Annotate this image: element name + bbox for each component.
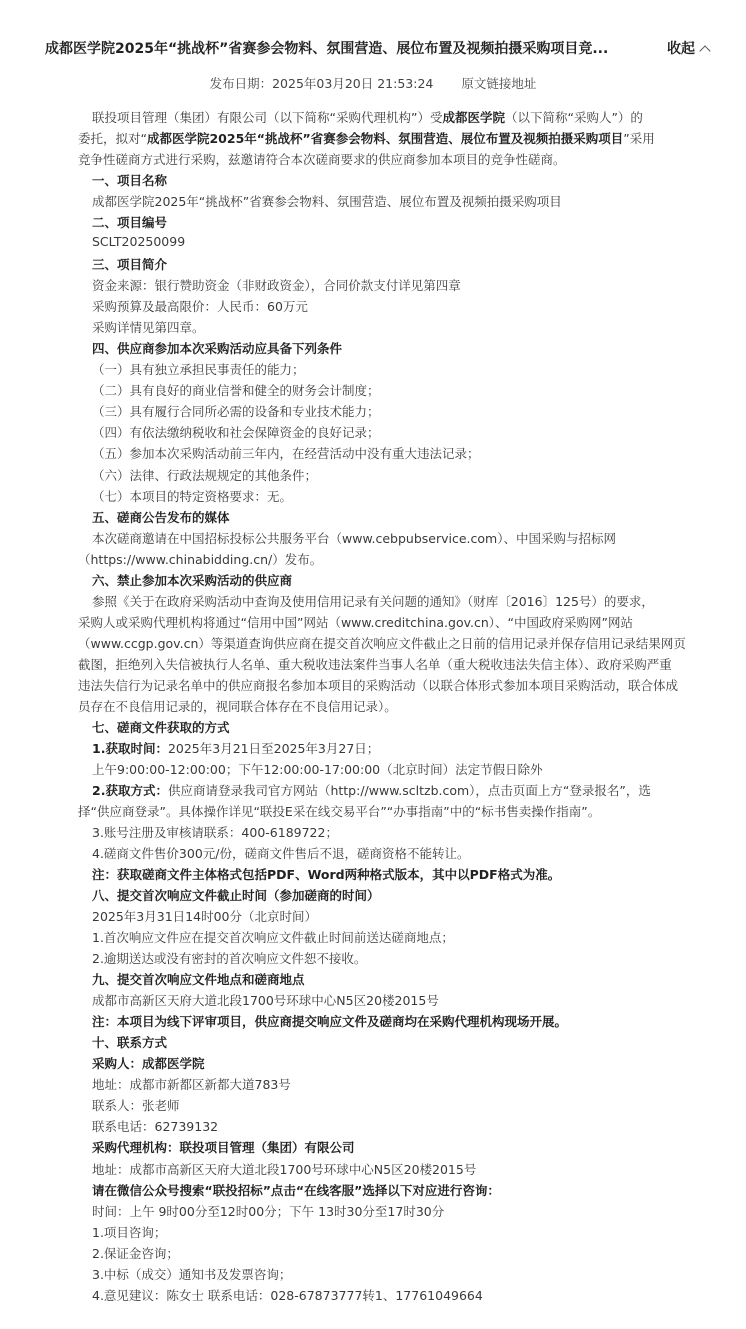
body-line — [78, 676, 678, 694]
text: 3.账号注册及审核请联系：400-6189722； — [92, 825, 338, 841]
text: 2.逾期送达或没有密封的首次响应文件恕不接收。 — [92, 951, 367, 967]
body-line — [92, 823, 338, 841]
body-line — [92, 1244, 179, 1262]
bold-text: 1.获取时间： — [92, 740, 168, 756]
text: 成都医学院2025年“挑战杯”省赛参会物料、氛围营造、展位布置及视频拍摄采购项目 — [92, 194, 562, 210]
bold-text: 采购代理机构：联投项目管理（集团）有限公司 — [92, 1140, 355, 1156]
bold-text: 七、磋商文件获取的方式 — [92, 719, 230, 735]
body-line — [92, 339, 342, 357]
text: 采购人或采购代理机构将通过“信用中国”网站（www.creditchina.gov.cn）、“中国政府采购网”网站 — [78, 614, 633, 630]
body-line — [92, 276, 461, 294]
bold-text: 九、提交首次响应文件地点和磋商地点 — [92, 972, 305, 988]
text: 2.保证金咨询； — [92, 1245, 179, 1261]
body-line — [78, 550, 322, 568]
body-line — [92, 1033, 167, 1051]
text: 采购详情见第四章。 — [92, 320, 205, 336]
body-line — [92, 318, 205, 336]
body-line — [92, 1054, 205, 1072]
text: 2025年3月31日14时00分（北京时间） — [92, 909, 317, 925]
body-line — [92, 949, 366, 967]
source-link[interactable]: 原文链接地址 — [461, 76, 537, 91]
body-line — [92, 1096, 180, 1114]
body-line — [92, 444, 480, 462]
body-line — [92, 255, 167, 273]
text: 采购预算及最高限价：人民币：60万元 — [92, 299, 308, 315]
body-line — [92, 592, 654, 610]
body-line — [78, 129, 655, 147]
text: 联系人：张老师 — [92, 1098, 180, 1114]
body-line — [92, 1265, 291, 1283]
text: 3.中标（成交）通知书及发票咨询； — [92, 1266, 292, 1282]
text: （四）有依法缴纳税收和社会保障资金的良好记录； — [92, 425, 380, 441]
text: 本次磋商邀请在中国招标投标公共服务平台（www.cebpubservice.com）、中国采购与招标网 — [92, 530, 616, 546]
bold-text: 六、禁止参加本次采购活动的供应商 — [92, 572, 293, 588]
text: （三）具有履行合同所必需的设备和专业技术能力； — [92, 404, 380, 420]
bold-text: 注：本项目为线下评审项目，供应商提交响应文件及磋商均在采购代理机构现场开展。 — [92, 1014, 568, 1030]
text: （https://www.chinabidding.cn/）发布。 — [78, 551, 323, 567]
body-line — [92, 466, 317, 484]
text: 委托，拟对“ — [78, 131, 147, 147]
body-line — [78, 655, 672, 673]
text: 联系电话：62739132 — [92, 1119, 219, 1135]
text: （www.ccgp.gov.cn）等渠道查询供应商在提交首次响应文件截止之日前的信用记录并保存信用记录结果网页 — [78, 635, 686, 651]
body-line — [92, 991, 439, 1009]
body-line — [78, 613, 633, 631]
publish-meta — [15, 74, 731, 92]
body-line — [78, 150, 566, 168]
body-line — [92, 108, 643, 126]
text: SCLT20250099 — [92, 234, 186, 250]
text: 时间：上午 9时00分至12时00分；下午 13时30分至17时30分 — [92, 1203, 445, 1219]
text: 1.首次响应文件应在提交首次响应文件截止时间前送达磋商地点； — [92, 930, 454, 946]
bold-text: 四、供应商参加本次采购活动应具备下列条件 — [92, 341, 343, 357]
body-line — [92, 297, 308, 315]
body-line — [92, 234, 185, 249]
body-line — [92, 886, 380, 904]
bold-text: 注：获取磋商文件主体格式包括PDF、Word两种格式版本，其中以PDF格式为准。 — [92, 867, 561, 883]
body-line — [92, 213, 167, 231]
text: （以下简称“采购人”）的 — [504, 110, 643, 125]
body-line — [92, 1223, 166, 1241]
text: 地址：成都市高新区天府大道北段1700号环球中心N5区20楼2015号 — [92, 1161, 477, 1177]
bold-text: 采购人：成都医学院 — [92, 1056, 205, 1072]
text: 成都市高新区天府大道北段1700号环球中心N5区20楼2015号 — [92, 993, 439, 1009]
text: 参照《关于在政府采购活动中查询及使用信用记录有关问题的通知》（财库〔2016〕125号）的要求， — [92, 593, 654, 609]
body-line — [92, 781, 651, 799]
text: ”采用 — [623, 131, 655, 147]
text: 资金来源：银行赞助资金（非财政资金），合同价款支付详见第四章 — [92, 278, 461, 294]
bold-text: 十、联系方式 — [92, 1035, 168, 1051]
bold-text: 五、磋商公告发布的媒体 — [92, 509, 230, 525]
text: 违法失信行为记录名单中的供应商报名参加本项目的采购活动（以联合体形式参加本项目采购活动，联合体成 — [78, 677, 679, 693]
collapse-label: 收起 — [667, 41, 695, 57]
body-line — [92, 760, 543, 778]
body-line — [92, 423, 380, 441]
body-line — [78, 634, 686, 652]
text: 竞争性磋商方式进行采购，兹邀请符合本次磋商要求的供应商参加本项目的竞争性磋商。 — [78, 152, 566, 168]
text: 4.磋商文件售价300元/份，磋商文件售后不退，磋商资格不能转让。 — [92, 846, 470, 862]
body-line — [92, 360, 305, 378]
body-line — [92, 1117, 218, 1135]
text: 择“供应商登录”。具体操作详见“联投E采在线交易平台”“办事指南”中的“标书售卖操作指南”。 — [78, 803, 601, 819]
announcement-title: 成都医学院2025年“挑战杯”省赛参会物料、氛围营造、展位布置及视频拍摄采购项目竞... — [45, 41, 609, 57]
text: 员存在不良信用记录的，视同联合体存在不良信用记录）。 — [78, 698, 397, 714]
body-line — [92, 1138, 355, 1156]
text: 4.意见建议：陈女士 联系电话：028-67873777转1、17761049664 — [92, 1287, 483, 1303]
text: 2025年3月21日至2025年3月27日； — [167, 740, 380, 756]
body-line — [92, 487, 292, 505]
body-line — [92, 970, 305, 988]
body-line — [92, 739, 379, 757]
bold-text: 八、提交首次响应文件截止时间（参加磋商的时间） — [92, 888, 380, 904]
body-line — [92, 1012, 567, 1030]
body-line — [92, 402, 380, 420]
body-line — [92, 928, 454, 946]
text: 联投项目管理（集团）有限公司（以下简称“采购代理机构”）受 — [92, 110, 443, 125]
body-line — [92, 844, 470, 862]
body-line — [92, 192, 562, 210]
text: （五）参加本次采购活动前三年内，在经营活动中没有重大违法记录； — [92, 446, 480, 462]
body-line — [92, 508, 230, 526]
bold-text: 2.获取方式： — [92, 782, 168, 798]
body-line — [92, 718, 230, 736]
text: （一）具有独立承担民事责任的能力； — [92, 362, 305, 378]
collapse-button[interactable] — [667, 38, 709, 58]
body-line — [92, 1075, 291, 1093]
bold-text: 成都医学院 — [442, 110, 505, 125]
body-line — [92, 1202, 444, 1220]
body-line — [78, 802, 600, 820]
body-line — [92, 1181, 500, 1199]
text: （七）本项目的特定资格要求：无。 — [92, 488, 293, 504]
body-line — [92, 1160, 476, 1178]
body-line — [92, 865, 560, 883]
text: 地址：成都市新都区新都大道783号 — [92, 1077, 291, 1093]
body-line — [92, 571, 292, 589]
bold-text: 请在微信公众号搜索“联投招标”点击“在线客服”选择以下对应进行咨询： — [92, 1182, 500, 1198]
text: （六）法律、行政法规规定的其他条件； — [92, 467, 318, 483]
bold-text: 一、项目名称 — [92, 173, 168, 189]
text: 上午9:00:00-12:00:00；下午12:00:00-17:00:00（北京时间）法定节假日除外 — [92, 761, 543, 777]
bold-text: 三、项目简介 — [92, 257, 168, 273]
announcement-card — [15, 12, 731, 1317]
text: 截图，拒绝列入失信被执行人名单、重大税收违法案件当事人名单（重大税收违法失信主体）、政府采购严重 — [78, 656, 672, 672]
publish-date: 发布日期：2025年03月20日 21:53:24 — [209, 76, 434, 91]
body-line — [78, 697, 397, 715]
chevron-up-icon — [699, 45, 710, 56]
body-line — [92, 381, 380, 399]
text: 供应商请登录我司官方网站（http://www.scltzb.com），点击页面上方“登录报名”，选 — [167, 782, 651, 798]
body-line — [92, 1286, 483, 1304]
text: （二）具有良好的商业信誉和健全的财务会计制度； — [92, 383, 380, 399]
bold-text: 成都医学院2025年“挑战杯”省赛参会物料、氛围营造、展位布置及视频拍摄采购项目 — [146, 131, 624, 147]
title-row — [45, 38, 709, 60]
body-line — [92, 529, 616, 547]
body-line — [92, 171, 167, 189]
text: 1.项目咨询； — [92, 1224, 167, 1240]
body-line — [92, 907, 317, 925]
bold-text: 二、项目编号 — [92, 215, 168, 231]
